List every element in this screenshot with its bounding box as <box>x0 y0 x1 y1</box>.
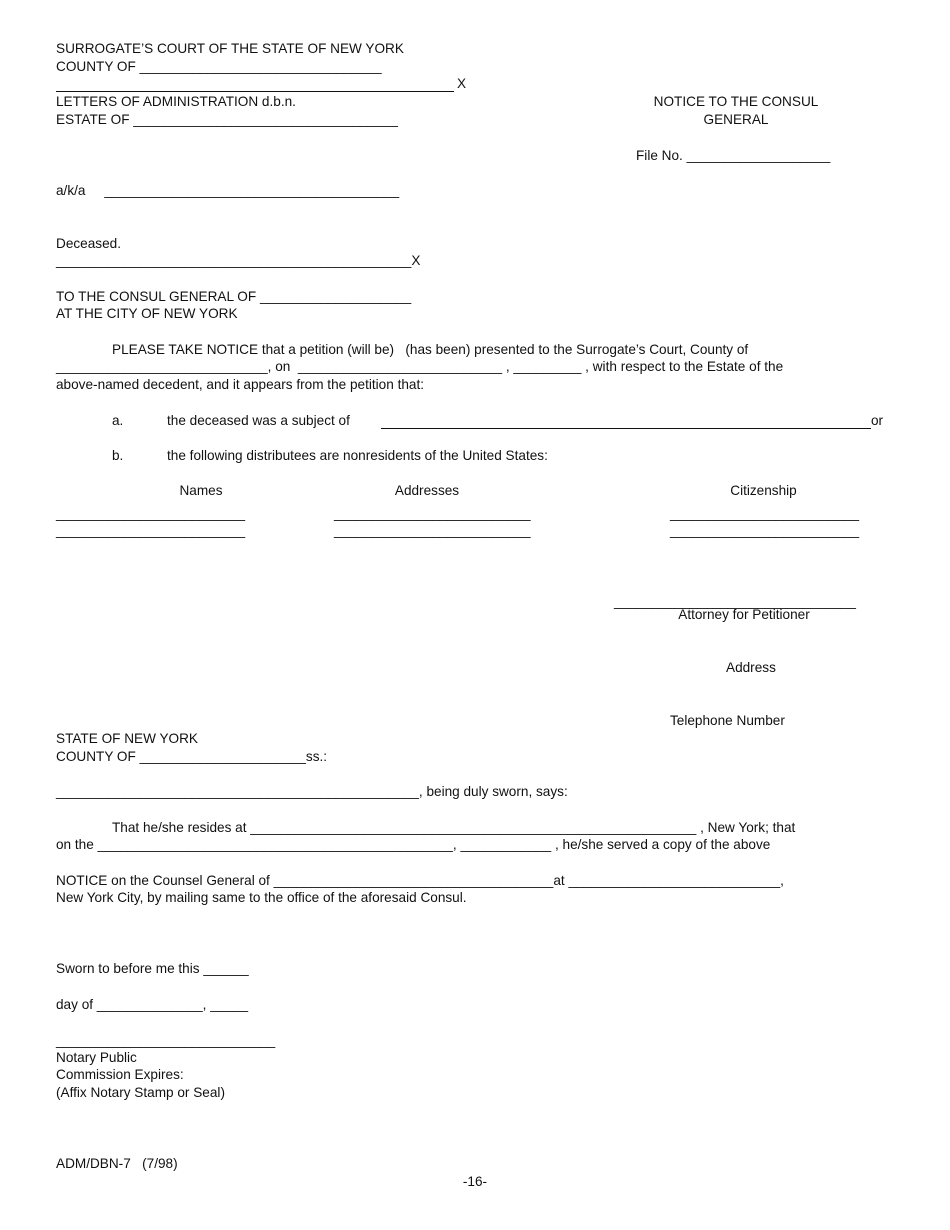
page-number: -16- <box>462 1174 488 1189</box>
column-header-addresses: Addresses <box>394 483 460 498</box>
table-row-2-citizenship: _________________________ <box>670 523 860 538</box>
notice-title-line2: GENERAL <box>703 112 769 127</box>
notice-paragraph-line1: PLEASE TAKE NOTICE that a petition (will be) (has been) presented to the Surrogate’s Court, County of <box>112 342 749 357</box>
caption-county: COUNTY OF ________________________________ <box>56 59 382 74</box>
table-row-2-address: __________________________ <box>334 523 531 538</box>
attorney-label: Attorney for Petitioner <box>678 607 810 622</box>
caption-rule-bottom: _______________________________________________X <box>56 253 421 268</box>
affidavit-notice-line1: NOTICE on the Counsel General of _____________________________________at ____________________________, <box>56 873 784 888</box>
table-row-1-address: __________________________ <box>334 506 531 521</box>
table-row-2-name: _________________________ <box>56 523 246 538</box>
caption-estate: ESTATE OF ___________________________________ <box>56 112 398 127</box>
affidavit-notice-line2: New York City, by mailing same to the office of the aforesaid Consul. <box>56 890 467 905</box>
attorney-signature-line: ________________________________ <box>614 594 856 609</box>
letters-of-administration: LETTERS OF ADMINISTRATION d.b.n. <box>56 94 296 109</box>
caption-rule-top <box>56 91 454 92</box>
table-row-1-name: _________________________ <box>56 506 246 521</box>
item-b-marker: b. <box>112 448 124 463</box>
day-of: day of ______________, _____ <box>56 997 249 1012</box>
to-consul-general: TO THE CONSUL GENERAL OF ____________________ <box>56 289 412 304</box>
caption-x-top: X <box>457 76 467 91</box>
notary-stamp-instruction: (Affix Notary Stamp or Seal) <box>56 1085 225 1100</box>
affidavit-resides-line1: That he/she resides at ___________________________________________________________ , New York; that <box>112 820 796 835</box>
commission-expires: Commission Expires: <box>56 1067 184 1082</box>
affidavit-deponent: ________________________________________________, being duly sworn, says: <box>56 784 568 799</box>
form-identifier: ADM/DBN-7 (7/98) <box>56 1156 178 1171</box>
file-number: File No. ___________________ <box>636 148 831 163</box>
sworn-before-me: Sworn to before me this ______ <box>56 961 249 976</box>
attorney-telephone: Telephone Number <box>670 713 785 728</box>
item-a-blank <box>381 428 871 429</box>
affidavit-resides-line2: on the _______________________________________________, ____________ , he/she served a copy of the above <box>56 837 771 852</box>
notice-paragraph-line3: above-named decedent, and it appears from the petition that: <box>56 377 425 392</box>
notice-title-line1: NOTICE TO THE CONSUL <box>653 94 819 109</box>
item-a-text: the deceased was a subject of <box>167 413 350 428</box>
table-row-1-citizenship: _________________________ <box>670 506 860 521</box>
column-header-names: Names <box>179 483 223 498</box>
column-header-citizenship: Citizenship <box>730 483 797 498</box>
notary-signature-line: _____________________________ <box>56 1033 276 1048</box>
affidavit-state: STATE OF NEW YORK <box>56 731 198 746</box>
notary-public-label: Notary Public <box>56 1050 137 1065</box>
item-a-marker: a. <box>112 413 124 428</box>
item-b-text: the following distributees are nonresidents of the United States: <box>167 448 548 463</box>
item-a-or: or <box>871 413 884 428</box>
attorney-address: Address <box>726 660 776 675</box>
court-name: SURROGATE’S COURT OF THE STATE OF NEW YORK <box>56 41 404 56</box>
caption-deceased: Deceased. <box>56 236 121 251</box>
at-city: AT THE CITY OF NEW YORK <box>56 306 238 321</box>
notice-paragraph-line2: ____________________________, on ___________________________ , _________ , with respect to the Estate of the <box>56 359 784 374</box>
caption-aka: a/k/a _______________________________________ <box>56 183 400 198</box>
affidavit-county: COUNTY OF ______________________ss.: <box>56 749 328 764</box>
